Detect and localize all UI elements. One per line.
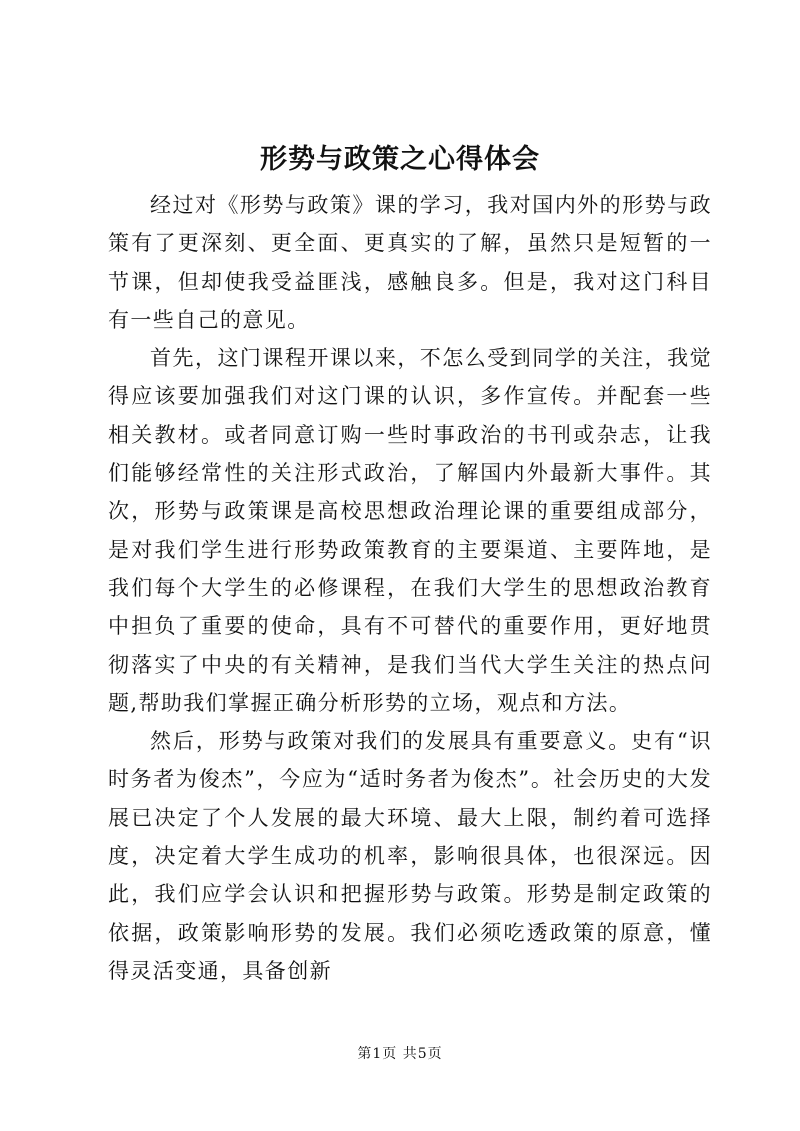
document-title: 形势与政策之心得体会 [260, 144, 540, 175]
paragraph-3: 然后，形势与政策对我们的发展具有重要意义。史有“识时务者为俊杰”，今应为“适时务者为俊杰”。社会历史的大发展已决定了个人发展的最大环境、最大上限，制约着可选择度，决定着大学生成功的机率，影响很具体，也很深远。因此，我们应学会认识和把握形势与政策。形势是制定政策的依据，政策影响形势的发展。我们必须吃透政策的原意，懂得灵活变通，具备创新 [108, 729, 712, 983]
page-footer: 第1页 共5页 [357, 1046, 443, 1062]
paragraph-2: 首先，这门课程开课以来，不怎么受到同学的关注，我觉得应该要加强我们对这门课的认识，多作宣传。并配套一些相关教材。或者同意订购一些时事政治的书刊或杂志，让我们能够经常性的关注形式政治，了解国内外最新大事件。其次，形势与政策课是高校思想政治理论课的重要组成部分，是对我们学生进行形势政策教育的主要渠道、主要阵地，是我们每个大学生的必修课程，在我们大学生的思想政治教育中担负了重要的使命，具有不可替代的重要作用，更好地贯彻落实了中央的有关精神，是我们当代大学生关注的热点问题,帮助我们掌握正确分析形势的立场，观点和方法。 [108, 346, 712, 715]
document-body [108, 186, 712, 990]
paragraph-1: 经过对《形势与政策》课的学习，我对国内外的形势与政策有了更深刻、更全面、更真实的了解，虽然只是短暂的一节课，但却使我受益匪浅，感触良多。但是，我对这门科目有一些自己的意见。 [108, 193, 712, 332]
